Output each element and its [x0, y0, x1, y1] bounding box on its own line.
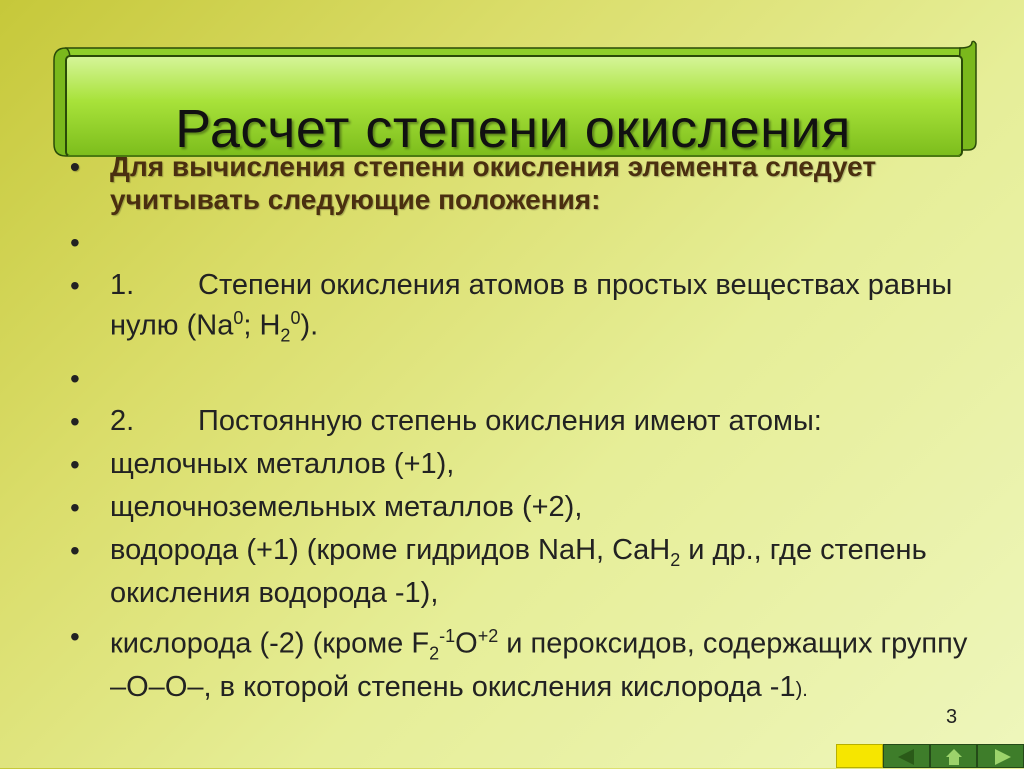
hydrogen-text-b: и др., где степень окисления водорода -1),: [110, 534, 927, 610]
list-item-empty: [70, 362, 970, 395]
f-superscript: -1: [439, 626, 456, 647]
bullet-icon: •: [70, 406, 80, 438]
nav-blank-button[interactable]: [836, 744, 883, 768]
alkali-text: щелочных металлов (+1),: [110, 448, 455, 481]
list-item-point-1: [70, 269, 970, 352]
h-subscript: 2: [280, 325, 291, 346]
point-number: 1.: [110, 269, 135, 301]
bullet-icon: •: [70, 270, 80, 301]
bullet-icon: •: [70, 151, 80, 182]
list-item-point-2: [70, 405, 970, 438]
list-item-oxygen: [70, 620, 970, 706]
page-number: 3: [946, 706, 958, 728]
bullet-list: [70, 150, 970, 707]
list-item-intro: [70, 150, 970, 216]
navigation-bar: [836, 744, 1024, 768]
list-item-empty: [70, 226, 970, 259]
cah2-subscript: 2: [670, 550, 681, 571]
alkaline-earth-text: щелочноземельных металлов (+2),: [110, 491, 583, 524]
bullet-icon: •: [70, 449, 80, 481]
point-1-text-c: ).: [300, 309, 319, 342]
bullet-icon: •: [70, 227, 80, 258]
list-item-alkali: [70, 448, 970, 481]
na-superscript: 0: [233, 308, 244, 328]
point-number: 2.: [110, 405, 135, 438]
title-banner: [48, 40, 978, 168]
oxygen-text-b: O: [455, 627, 478, 660]
oxygen-text-d: ).: [795, 678, 808, 701]
point-1-text-b: ; H: [243, 309, 281, 342]
nav-next-button[interactable]: [977, 744, 1024, 768]
hydrogen-text-a: водорода (+1) (кроме гидридов NaH, CaH: [110, 534, 671, 567]
o-superscript: +2: [477, 626, 499, 647]
bullet-icon: •: [70, 363, 80, 395]
slide-title: Расчет степени окисления: [175, 99, 851, 159]
oxygen-text-a: кислорода (-2) (кроме F: [110, 627, 430, 660]
bullet-icon: •: [70, 535, 80, 567]
oxygen-text-c: и пероксидов, содержащих группу –О–О–, в которой степень окисления кислорода -1: [110, 627, 968, 703]
bullet-icon: •: [70, 492, 80, 524]
list-item-hydrogen: [70, 534, 970, 610]
h-superscript: 0: [290, 308, 301, 328]
back-arrow-icon: [884, 745, 931, 769]
bullet-icon: •: [70, 621, 80, 653]
next-arrow-icon: [978, 745, 1024, 769]
home-icon: [931, 745, 978, 769]
intro-text: Для вычисления степени окисления элемента следует учитывать следующие положения:: [110, 151, 877, 215]
nav-home-button[interactable]: [930, 744, 977, 768]
nav-back-button[interactable]: [883, 744, 930, 768]
list-item-alkaline-earth: [70, 491, 970, 524]
point-2-text: Постоянную степень окисления имеют атомы:: [198, 405, 822, 438]
f-subscript: 2: [429, 643, 440, 664]
point-1-text-a: Степени окисления атомов в простых веществах равны нулю (Na: [110, 269, 953, 342]
